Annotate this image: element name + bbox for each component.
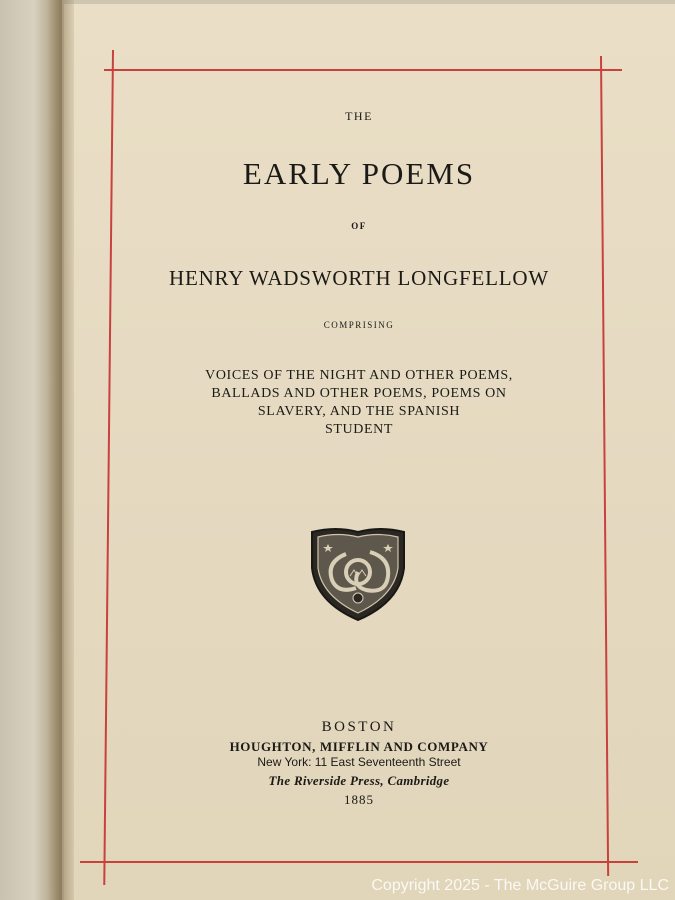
publisher-crest-icon bbox=[308, 524, 408, 624]
title-of: OF bbox=[351, 221, 367, 231]
red-border-top bbox=[104, 69, 622, 71]
copyright-watermark: Copyright 2025 - The McGuire Group LLC bbox=[371, 877, 669, 894]
author-name: HENRY WADSWORTH LONGFELLOW bbox=[168, 266, 549, 290]
publisher-address: New York: 11 East Seventeenth Street bbox=[257, 755, 461, 769]
publisher-name: HOUGHTON, MIFFLIN AND COMPANY bbox=[229, 739, 489, 754]
comprising-label: COMPRISING bbox=[323, 320, 395, 330]
title-article: THE bbox=[345, 109, 373, 123]
contents-list bbox=[64, 367, 654, 439]
contents-line: SLAVERY, AND THE SPANISH bbox=[257, 404, 461, 419]
book-title: EARLY POEMS bbox=[242, 156, 476, 191]
contents-line: STUDENT bbox=[325, 422, 393, 437]
imprint-city: BOSTON bbox=[321, 719, 397, 735]
contents-line: BALLADS AND OTHER POEMS, POEMS ON bbox=[211, 386, 507, 401]
contents-line: VOICES OF THE NIGHT AND OTHER POEMS, bbox=[205, 368, 513, 383]
publication-year: 1885 bbox=[344, 792, 374, 807]
press-name: The Riverside Press, Cambridge bbox=[268, 773, 450, 788]
red-border-bottom bbox=[80, 861, 638, 863]
